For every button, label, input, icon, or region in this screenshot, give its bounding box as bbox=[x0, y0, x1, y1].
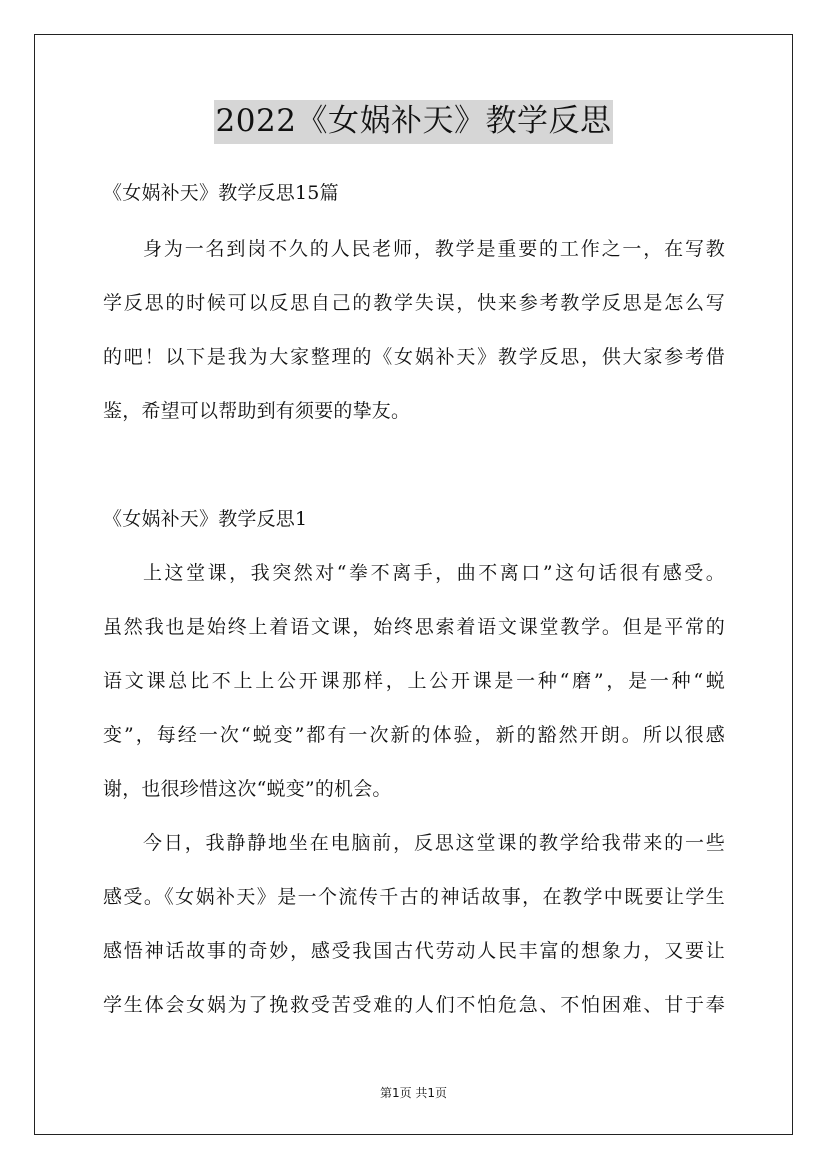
paragraph-line: 今日，我静静地坐在电脑前，反思这堂课的教学给我带来的一些 bbox=[143, 832, 725, 854]
section-heading: 《女娲补天》教学反思1 bbox=[103, 508, 308, 530]
paragraph-line: 虽然我也是始终上着语文课，始终思索着语文课堂教学。但是平常的 bbox=[103, 616, 725, 638]
paragraph-line: 学生体会女娲为了挽救受苦受难的人们不怕危急、不怕困难、甘于奉 bbox=[103, 994, 725, 1016]
paragraph-line: 谢，也很珍惜这次“蜕变”的机会。 bbox=[103, 778, 392, 800]
paragraph-line: 感受。《女娲补天》是一个流传千古的神话故事，在教学中既要让学生 bbox=[103, 886, 725, 908]
intro-line: 的吧！以下是我为大家整理的《女娲补天》教学反思，供大家参考借 bbox=[103, 346, 725, 368]
page-footer: 第1页 共1页 bbox=[379, 1086, 448, 1100]
title-container bbox=[0, 100, 827, 144]
paragraph-line: 语文课总比不上上公开课那样，上公开课是一种“磨”，是一种“蜕 bbox=[103, 670, 725, 692]
intro-line: 身为一名到岗不久的人民老师，教学是重要的工作之一，在写教 bbox=[143, 238, 725, 260]
document-title: 2022《女娲补天》教学反思 bbox=[214, 100, 614, 144]
paragraph-line: 感悟神话故事的奇妙，感受我国古代劳动人民丰富的想象力，又要让 bbox=[103, 940, 725, 962]
subtitle: 《女娲补天》教学反思15篇 bbox=[103, 182, 339, 204]
paragraph-line: 上这堂课，我突然对“拳不离手，曲不离口”这句话很有感受。 bbox=[143, 562, 725, 584]
intro-line: 学反思的时候可以反思自己的教学失误，快来参考教学反思是怎么写 bbox=[103, 292, 725, 314]
intro-line: 鉴，希望可以帮助到有须要的挚友。 bbox=[103, 400, 411, 422]
paragraph-line: 变”，每经一次“蜕变”都有一次新的体验，新的豁然开朗。所以很感 bbox=[103, 724, 725, 746]
